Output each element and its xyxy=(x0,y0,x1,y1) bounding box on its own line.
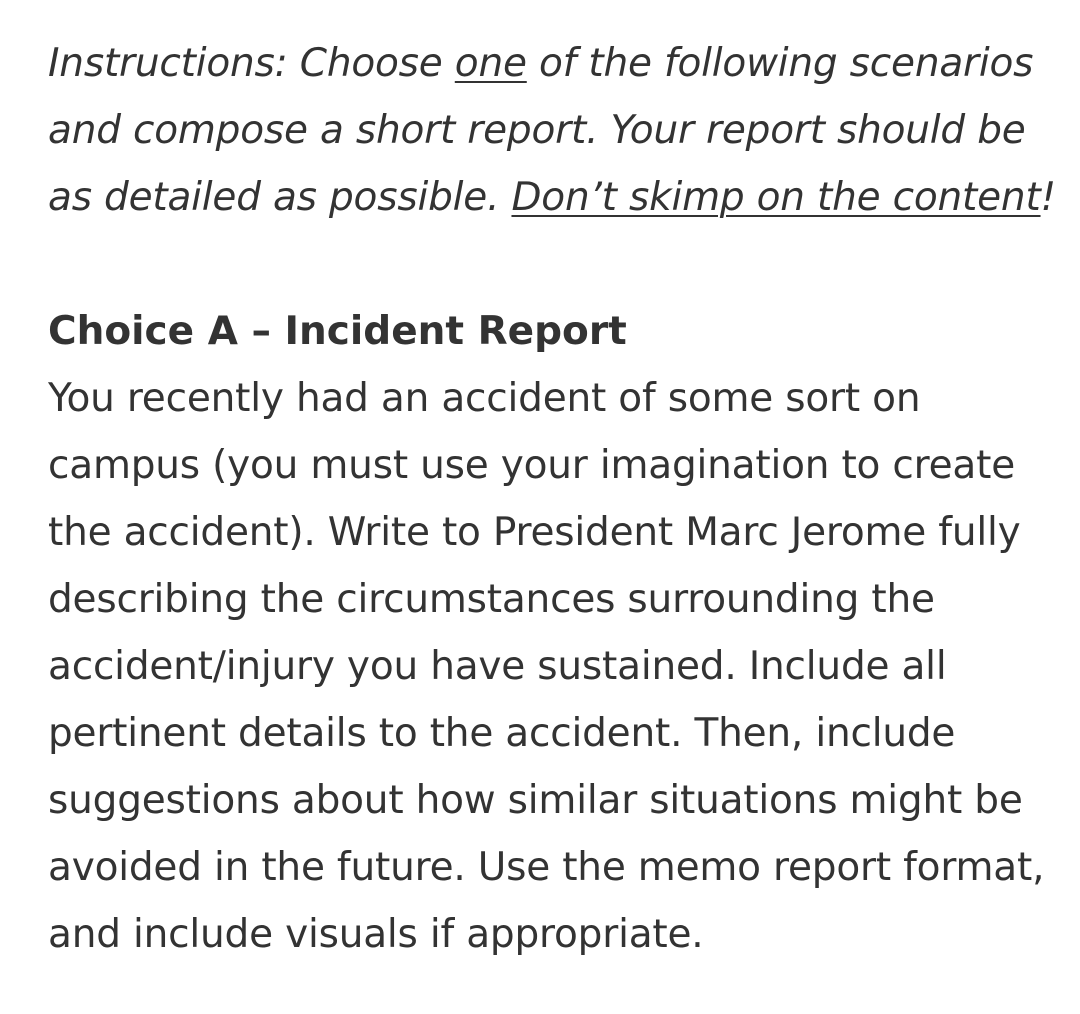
instructions-text-3: ! xyxy=(1040,175,1056,220)
assignment-document xyxy=(48,30,1058,968)
instructions-text-1: Instructions: Choose xyxy=(48,41,455,86)
emphasis-one: one xyxy=(454,41,527,86)
choice-a-heading: Choice A – Incident Report xyxy=(48,309,627,354)
choice-a-body: You recently had an accident of some sort on campus (you must use your imagination to create the accident). Write to President Marc Jerome fully describing the circumstances surrounding the accident/injury you have sustained. Include all pertinent details to the accident. Then, include suggestions about how similar situations might be avoided in the future. Use the memo report format, and include visuals if appropriate. xyxy=(48,376,1045,957)
instructions-text-2: of the following scenarios and compose a short report. Your report should be as detailed as possible. xyxy=(48,41,1034,220)
instructions-paragraph xyxy=(48,30,1058,231)
emphasis-content: Don’t skimp on the content xyxy=(511,175,1041,220)
